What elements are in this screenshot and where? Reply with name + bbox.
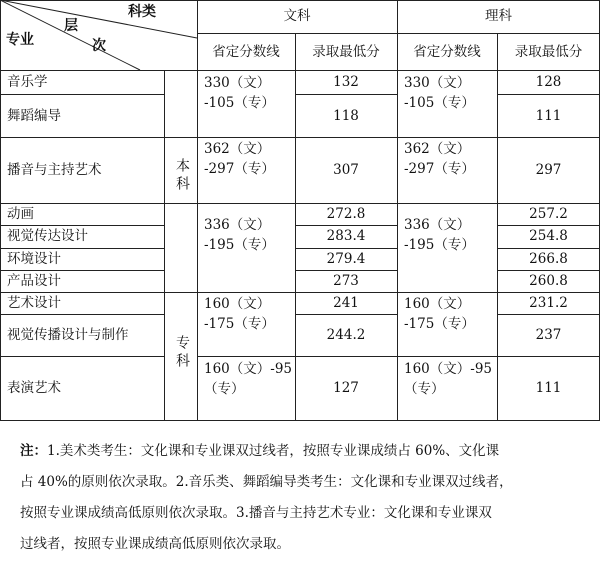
wen-control-line: 330（文） -105（专） (204, 75, 275, 111)
li-min-score: 257.2 (529, 206, 568, 222)
admission-notes (20, 436, 588, 560)
col-header-wen-min: 录取最低分 (312, 44, 380, 60)
note-line: 注：1.美术类考生：文化课和专业课双过线者，按照专业课成绩占 60%、文化课 (20, 443, 500, 459)
wen-control-line: 362（文） -297（专） (204, 141, 275, 177)
col-header-li-min: 录取最低分 (514, 44, 583, 60)
wen-min-score: 272.8 (326, 206, 366, 222)
wen-min-score: 132 (333, 74, 359, 90)
major-name: 表演艺术 (7, 380, 61, 396)
major-name: 动画 (7, 206, 34, 222)
corner-level-label-2: 次 (92, 38, 106, 54)
corner-major-label: 专业 (6, 32, 34, 48)
wen-control-line: 160（文）-95 （专） (204, 361, 293, 397)
wen-control-line: 160（文） -175（专） (204, 296, 275, 332)
note-line: 占 40%的原则依次录取。2.音乐类、舞蹈编导类考生：文化课和专业课双过线者， (20, 474, 513, 490)
li-min-score: 237 (535, 327, 562, 343)
note-label: 注： (20, 443, 47, 459)
level-benke: 本科 (174, 158, 190, 194)
li-control-line: 160（文）-95 （专） (404, 361, 493, 397)
li-min-score: 231.2 (529, 295, 568, 311)
wen-min-score: 118 (333, 108, 359, 124)
group-header-like: 理科 (485, 8, 512, 24)
li-control-line: 160（文） -175（专） (404, 296, 475, 332)
li-min-score: 254.8 (529, 228, 568, 244)
li-min-score: 111 (535, 108, 562, 124)
major-name: 播音与主持艺术 (7, 162, 102, 178)
group-header-wenke: 文科 (283, 8, 311, 24)
li-min-score: 297 (535, 162, 562, 178)
wen-control-line: 336（文） -195（专） (204, 217, 275, 253)
corner-category-label: 科类 (128, 4, 156, 20)
li-control-line: 330（文） -105（专） (404, 75, 475, 111)
major-name: 环境设计 (7, 251, 61, 267)
major-name: 产品设计 (7, 273, 61, 289)
major-name: 舞蹈编导 (7, 108, 61, 124)
col-header-li-control: 省定分数线 (413, 44, 481, 60)
major-name: 视觉传播设计与制作 (7, 327, 129, 343)
note-line: 过线者，按照专业课成绩高低原则依次录取。 (20, 536, 290, 552)
note-line: 按照专业课成绩高低原则依次录取。3.播音与主持艺术专业：文化课和专业课双 (20, 505, 492, 521)
major-name: 音乐学 (7, 74, 48, 90)
wen-min-score: 241 (333, 295, 359, 311)
wen-min-score: 273 (333, 273, 359, 289)
li-min-score: 260.8 (529, 273, 568, 289)
wen-min-score: 127 (333, 380, 359, 396)
li-min-score: 111 (535, 380, 562, 396)
li-min-score: 266.8 (529, 251, 568, 267)
wen-min-score: 307 (333, 162, 359, 178)
wen-min-score: 244.2 (326, 327, 366, 343)
li-min-score: 128 (535, 74, 562, 90)
level-zhuanke: 专科 (174, 335, 190, 371)
li-control-line: 362（文） -297（专） (404, 141, 475, 177)
wen-min-score: 283.4 (326, 228, 366, 244)
li-control-line: 336（文） -195（专） (404, 217, 475, 253)
corner-level-label-1: 层 (64, 18, 78, 34)
col-header-wen-control: 省定分数线 (212, 44, 280, 60)
major-name: 视觉传达设计 (7, 228, 88, 244)
major-name: 艺术设计 (7, 295, 61, 311)
wen-min-score: 279.4 (326, 251, 366, 267)
